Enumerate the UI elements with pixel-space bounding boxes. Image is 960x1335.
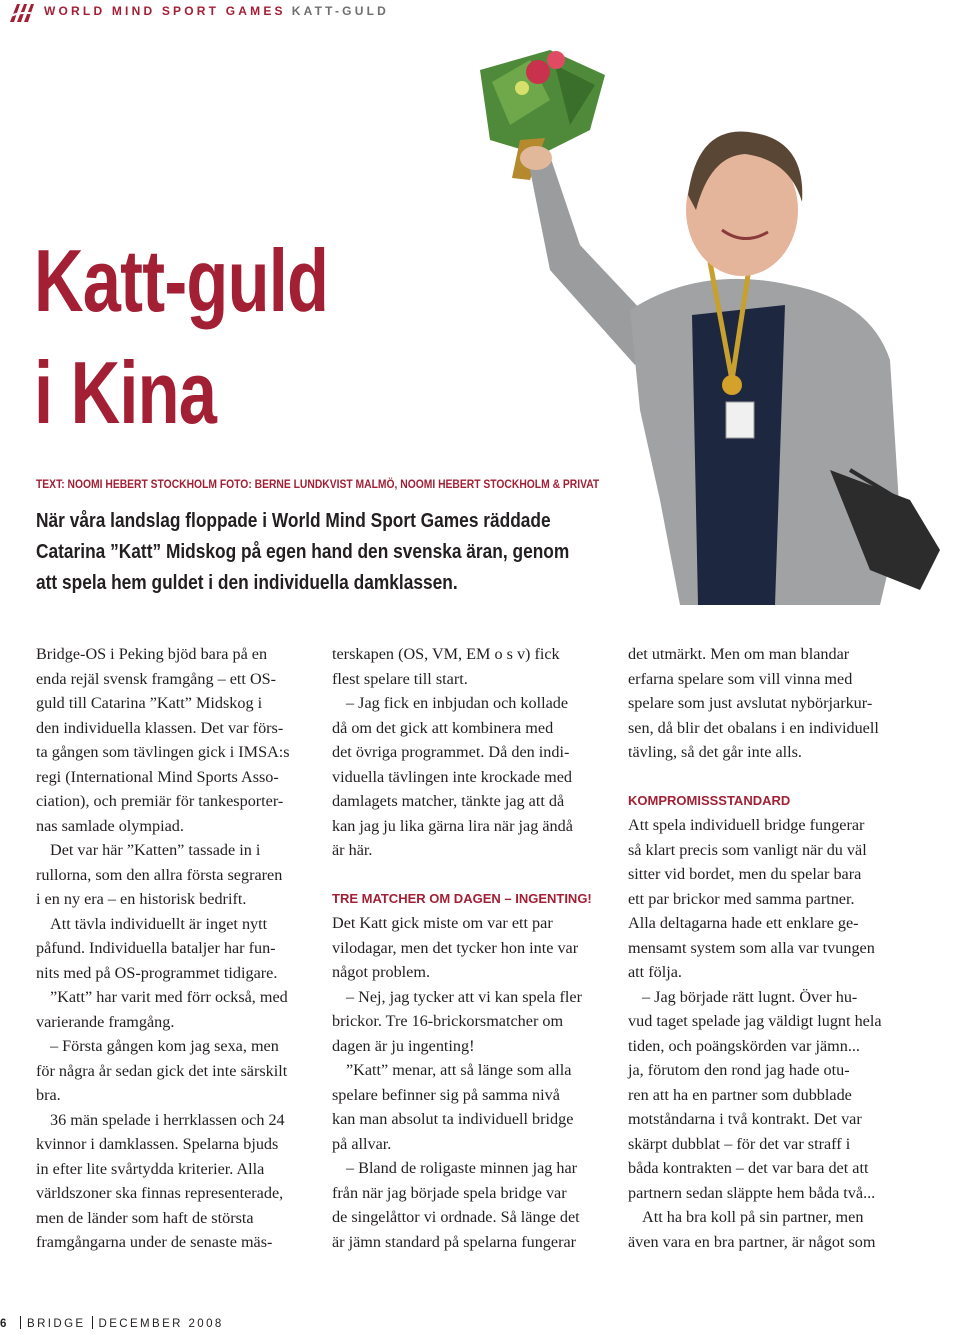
body-line: Det Katt gick miste om var ett par xyxy=(332,914,553,932)
lede-line: När våra landslag floppade i World Mind Sport Games räddade xyxy=(36,509,551,532)
body-line: Det var här ”Katten” tassade in i xyxy=(50,841,261,859)
lede-line: att spela hem guldet i den individuella damklassen. xyxy=(36,571,458,594)
body-line: för några år sedan gick det inte särskilt xyxy=(36,1061,288,1080)
body-line: är jämn standard på spelarna fungerar xyxy=(332,1232,577,1251)
headline-line-2: i Kina xyxy=(34,343,217,442)
body-line: – Jag fick en inbjudan och kollade xyxy=(346,694,569,712)
subheading: TRE MATCHER OM DAGEN – INGENTING! xyxy=(332,890,592,906)
body-line: dagen är ju ingenting! xyxy=(332,1036,475,1055)
body-line: – Jag började rätt lugnt. Över hu- xyxy=(642,987,858,1006)
body-line: men de länder som haft de största xyxy=(36,1208,254,1227)
body-column-2 xyxy=(332,642,607,1254)
headline-line-1: Katt-guld xyxy=(34,231,329,330)
body-line: ta gången som tävlingen gick i IMSA:s xyxy=(36,743,290,761)
body-line: Att tävla individuellt är inget nytt xyxy=(50,914,268,933)
body-line: – Bland de roligaste minnen jag har xyxy=(346,1159,578,1177)
body-line: sen, då blir det obalans i en individuell xyxy=(628,718,879,737)
body-line: Bridge-OS i Peking bjöd bara på en xyxy=(36,645,268,663)
body-line: tävling, så det går inte alls. xyxy=(628,743,802,761)
body-line: nits med på OS-programmet tidigare. xyxy=(36,963,278,982)
body-column-3 xyxy=(628,642,903,1254)
body-line: tiden, och poängskörden var jämn... xyxy=(628,1036,860,1055)
body-line: guld till Catarina ”Katt” Midskog i xyxy=(36,694,263,712)
body-line: kan man absolut ta individuell bridge xyxy=(332,1110,574,1128)
body-line: kvinnor i damklassen. Spelarna bjuds xyxy=(36,1135,279,1153)
body-line: den individuella klassen. Det var förs- xyxy=(36,718,284,737)
body-line: brickor. Tre 16-brickorsmatcher om xyxy=(332,1012,564,1030)
body-line: enda rejäl svensk framgång – ett OS- xyxy=(36,669,277,688)
body-line: det utmärkt. Men om man blandar xyxy=(628,645,850,663)
section-kicker xyxy=(44,4,389,18)
body-line: Att spela individuell bridge fungerar xyxy=(628,816,865,834)
page-number: 6 xyxy=(0,1318,9,1330)
body-line: något problem. xyxy=(332,963,431,981)
body-line: ciation), och premiär för tankesporter- xyxy=(36,792,284,810)
body-line: spelare befinner sig på samma nivå xyxy=(332,1085,560,1104)
magazine-name: BRIDGE xyxy=(27,1318,86,1330)
body-line: skärpt dubblat – för det var straff i xyxy=(628,1134,851,1153)
body-line: regi (International Mind Sports Asso- xyxy=(36,767,279,786)
body-line: då om det gick att kombinera med xyxy=(332,718,554,737)
body-column-1 xyxy=(36,642,311,1255)
lede-line: Catarina ”Katt” Midskog på egen hand den svenska äran, genom xyxy=(36,540,570,563)
body-line: världszoner ska finnas representerade, xyxy=(36,1184,284,1202)
body-line: mensamt system som alla var tvungen xyxy=(628,938,875,957)
body-line: nas samlade olympiad. xyxy=(36,816,184,835)
body-line: varierande framgång. xyxy=(36,1012,175,1031)
body-line: påfund. Individuella bataljer har fun- xyxy=(36,939,276,957)
body-line: i en ny era – en historisk bedrift. xyxy=(36,890,247,908)
body-line: sitter vid bordet, men du spelar bara xyxy=(628,865,862,883)
subheading: KOMPROMISSSTANDARD xyxy=(628,792,791,808)
body-line: ren att ha en partner som dubblade xyxy=(628,1085,852,1104)
body-line: damlagets matcher, tänkte jag att då xyxy=(332,792,565,810)
wmsg-logo-icon xyxy=(8,2,36,24)
body-line: Alla deltagarna hade ett enklare ge- xyxy=(628,914,859,932)
body-line: ”Katt” har varit med förr också, med xyxy=(50,988,288,1006)
body-line: viduella tävlingen inte krockade med xyxy=(332,767,573,786)
body-line: in efter lite svårtydda kriterier. Alla xyxy=(36,1159,265,1178)
body-line: från när jag började spela bridge var xyxy=(332,1183,567,1202)
body-line: 36 män spelade i herrklassen och 24 xyxy=(50,1110,285,1129)
footer-divider xyxy=(92,1316,93,1329)
body-line: vilodagar, men det tycker hon inte var xyxy=(332,938,579,957)
body-line: ”Katt” menar, att så länge som alla xyxy=(346,1061,572,1079)
body-line: att följa. xyxy=(628,963,682,981)
body-line: det övriga programmet. Då den indi- xyxy=(332,743,570,761)
body-line: båda kontrakten – det var bara det att xyxy=(628,1159,869,1177)
body-line: Att ha bra koll på sin partner, men xyxy=(642,1208,864,1226)
body-line: så klart precis som vanligt när du väl xyxy=(628,840,867,859)
body-line: ett par brickor med samma partner. xyxy=(628,889,855,908)
body-line: framgångarna under de senaste mäs- xyxy=(36,1233,273,1251)
body-line: spelare som just avslutat nybörjarkur- xyxy=(628,694,873,712)
body-line: flest spelare till start. xyxy=(332,669,468,688)
body-line: även vara en bra partner, är något som xyxy=(628,1232,876,1251)
kicker-topic: KATT-GULD xyxy=(291,4,389,18)
byline-credits: TEXT: NOOMI HEBERT STOCKHOLM FOTO: BERNE LUNDKVIST MALMÖ, NOOMI HEBERT STOCKHOLM & PRIVAT xyxy=(36,477,600,491)
body-line: på allvar. xyxy=(332,1134,392,1153)
page-footer xyxy=(0,1316,224,1330)
body-line: terskapen (OS, VM, EM o s v) fick xyxy=(332,645,560,663)
kicker-section: WORLD MIND SPORT GAMES xyxy=(44,4,286,18)
body-line: vud taget spelade jag väldigt lugnt hela xyxy=(628,1012,882,1030)
body-line: – Nej, jag tycker att vi kan spela fler xyxy=(346,987,582,1006)
body-line: erfarna spelare som vill vinna med xyxy=(628,669,853,688)
body-line: är här. xyxy=(332,841,373,859)
footer-divider xyxy=(20,1316,21,1329)
body-line: – Första gången kom jag sexa, men xyxy=(50,1037,279,1055)
body-line: bra. xyxy=(36,1086,61,1104)
body-line: rullorna, som den allra första segraren xyxy=(36,865,283,884)
body-line: motståndarna i två kontrakt. Det var xyxy=(628,1110,862,1128)
headline xyxy=(34,225,328,449)
body-line: kan jag ju lika gärna lira när jag ändå xyxy=(332,816,573,835)
issue-date: DECEMBER 2008 xyxy=(98,1318,224,1330)
body-line: partnern sedan släppte hem båda två... xyxy=(628,1183,876,1202)
lede-paragraph xyxy=(36,505,628,598)
body-line: de singelåttor vi ordnade. Så länge det xyxy=(332,1208,580,1226)
body-line: ja, förutom den rond jag hade otu- xyxy=(628,1061,850,1079)
